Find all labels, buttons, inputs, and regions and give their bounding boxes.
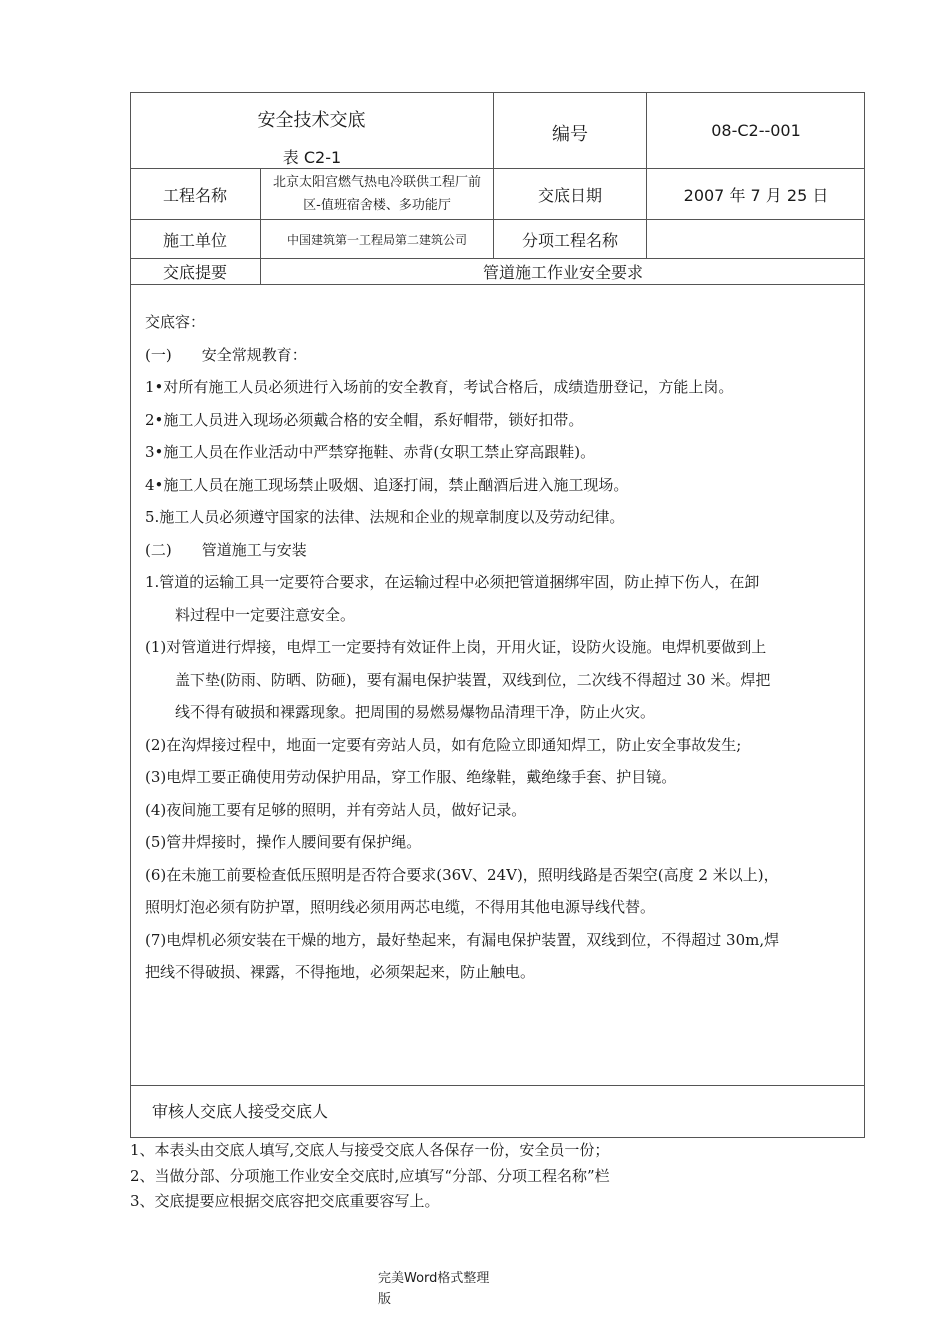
content-line: 把线不得破损、裸露，不得拖地，必须架起来，防止触电。 — [145, 963, 536, 981]
construction-unit-label: 施工单位 — [162, 230, 227, 250]
content-line: 盖下垫(防雨、防晒、防砸)，要有漏电保护装置，双线到位，二次线不得超过 30 米。焊把 — [175, 670, 771, 689]
content-line: (一) 安全常规教育： — [145, 345, 307, 364]
form-title: 安全技术交底 — [257, 110, 366, 131]
project-name-value: 北京太阳宫燃气热电冷联供工程厂前区-值班宿舍楼、多功能厅 — [272, 175, 481, 213]
summary-value: 管道施工作业安全要求 — [482, 263, 643, 282]
page-footer — [378, 1268, 489, 1310]
subproject-name-label: 分项工程名称 — [521, 230, 618, 250]
project-name-label: 工程名称 — [162, 185, 227, 205]
footer-line: 版 — [378, 1292, 392, 1307]
disclosure-date-value: 2007 年 7 月 25 日 — [683, 185, 829, 205]
content-line: (1)对管道进行焊接，电焊工一定要持有效证件上岗，开用火证，设防火设施。电焊机要做到上 — [145, 638, 767, 656]
content-line: (4)夜间施工要有足够的照明，并有旁站人员，做好记录。 — [145, 800, 527, 819]
disclosure-content — [145, 306, 860, 989]
content-line: 料过程中一定要注意安全。 — [175, 605, 356, 624]
content-line: (2)在沟焊接过程中，地面一定要有旁站人员，如有危险立即通知焊工，防止安全事故发生; — [145, 735, 742, 754]
summary-label: 交底提要 — [162, 263, 227, 282]
content-line: 1•对所有施工人员必须进行入场前的安全教育，考试合格后，成绩造册登记，方能上岗。 — [145, 378, 734, 396]
content-line: (7)电焊机必须安装在干燥的地方，最好垫起来，有漏电保护装置，双线到位，不得超过 30m,焊 — [145, 930, 780, 949]
content-line: 照明灯泡必须有防护罩，照明线必须用两芯电缆，不得用其他电源导线代替。 — [145, 898, 656, 916]
content-line: 2•施工人员进入现场必须戴合格的安全帽，系好帽带，锁好扣带。 — [145, 410, 584, 429]
row-divider — [130, 1085, 865, 1086]
footer-line: 完美Word格式整理 — [378, 1271, 490, 1286]
construction-unit-value: 中国建筑第一工程局第二建筑公司 — [286, 232, 467, 247]
content-line: 5.施工人员必须遵守国家的法律、法规和企业的规章制度以及劳动纪律。 — [145, 508, 625, 526]
content-line: 线不得有破损和裸露现象。把周围的易燃易爆物品清理干净，防止火灾。 — [175, 703, 656, 721]
content-line: (6)在未施工前要检查低压照明是否符合要求(36V、24V)，照明线路是否架空(高度 2 米以上)， — [145, 865, 779, 884]
note-item: 3、交底提要应根据交底容把交底重要容写上。 — [130, 1192, 440, 1210]
content-line: 3•施工人员在作业活动中严禁穿拖鞋、赤背(女职工禁止穿高跟鞋)。 — [145, 443, 596, 461]
row-divider — [130, 284, 865, 285]
content-line: 1.管道的运输工具一定要符合要求，在运输过程中必须把管道捆绑牢固，防止掉下伤人，在卸 — [145, 573, 760, 591]
content-line: (5)管井焊接时，操作人腰间要有保护绳。 — [145, 833, 422, 851]
subproject-name-value — [647, 220, 865, 258]
signature-row: 审核人交底人接受交底人 — [152, 1102, 329, 1121]
content-heading: 交底容： — [145, 313, 206, 331]
form-number: 表 C2-1 — [282, 147, 342, 167]
note-item: 1、本表头由交底人填写,交底人与接受交底人各保存一份，安全员一份； — [130, 1141, 610, 1159]
content-line: (3)电焊工要正确使用劳动保护用品，穿工作服、绝缘鞋，戴绝缘手套、护目镜。 — [145, 768, 677, 786]
disclosure-date-label: 交底日期 — [537, 185, 602, 205]
note-item: 2、当做分部、分项施工作业安全交底时,应填写“分部、分项工程名称”栏 — [130, 1166, 610, 1185]
number-label: 编号 — [552, 124, 588, 145]
form-notes — [130, 1138, 610, 1215]
number-value: 08-C2--001 — [711, 120, 801, 140]
content-line: 4•施工人员在施工现场禁止吸烟、追逐打闹，禁止酗酒后进入施工现场。 — [145, 475, 629, 494]
content-line: (二) 管道施工与安装 — [145, 540, 307, 559]
